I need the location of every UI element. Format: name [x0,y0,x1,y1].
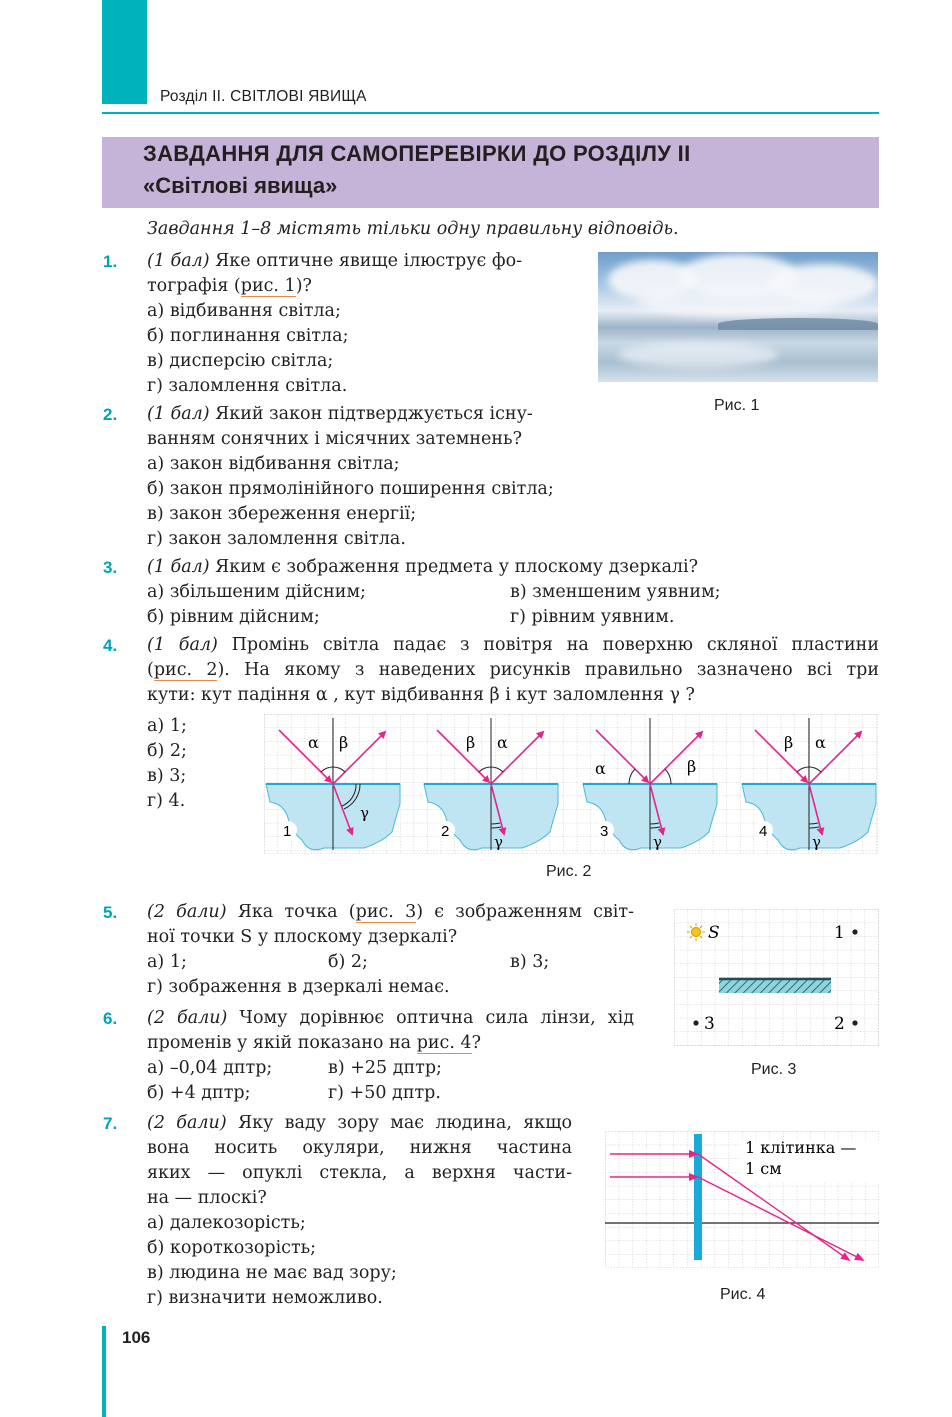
answer-option: б) поглинання світла; [147,326,349,346]
figure-2-panel [424,718,558,851]
question-number: 4. [103,636,118,655]
answer-option: а) збільшеним дійсним; [147,582,366,602]
angle-label: α [595,759,606,778]
angle-label: γ [494,833,503,851]
question-4-line-3: кути: кут падіння α , кут відбивання β і кут заломлення γ ? [147,685,695,705]
scale-note: 1 клітинка — [745,1138,857,1157]
running-head: Розділ ІІ. СВІТЛОВІ ЯВИЩА [160,88,367,105]
angle-label: γ [653,833,662,851]
question-3-line-1: (1 бал) Яким є зображення предмета у плоскому дзеркалі? [147,557,698,577]
answer-option: г) закон заломлення світла. [147,529,406,549]
answer-option: а) далекозорість; [147,1213,306,1233]
question-2-line-2: ванням сонячних і місячних затемнень? [147,429,522,449]
instructions: Завдання 1–8 містять тільки одну правильну відповідь. [147,219,679,239]
answer-option: в) закон збереження енергії; [147,504,417,524]
header-rule [102,112,879,114]
answer-option: б) закон прямолінійного поширення світла; [147,479,554,499]
answer-option: а) 1; [147,952,187,972]
answer-option: г) +50 дптр. [328,1083,441,1103]
answer-option: а) –0,04 дптр; [147,1058,273,1078]
angle-label: β [339,733,349,752]
answer-option: в) дисперсію світла; [147,351,334,371]
answer-option: г) зображення в дзеркалі немає. [147,977,450,997]
question-2-line-1: (1 бал) Який закон підтверджується існу- [147,404,533,424]
angle-label: β [784,733,794,752]
chapter-tab [102,0,147,104]
angle-label: α [308,733,319,752]
figure-3-caption: Рис. 3 [751,1061,797,1078]
answer-option: в) 3; [510,952,550,972]
answer-option: в) зменшеним уявним; [510,582,721,602]
question-4-line-2: (рис. 2). На якому з наведених рисунків правильно зазначено всі три [147,660,879,680]
answer-option: б) 2; [328,952,368,972]
question-6-line-2: променів у якій показано на рис. 4? [147,1033,482,1053]
panel-number: 2 [441,823,450,840]
answer-option: г) заломлення світла. [147,376,348,396]
angle-label: γ [360,804,369,822]
page-number: 106 [122,1328,151,1347]
answer-option: б) 2; [147,741,187,761]
question-1-line-1: (1 бал) Яке оптичне явище ілюструє фо- [147,251,523,271]
figure-3-diagram [674,909,879,1046]
answer-option: г) рівним уявним. [510,607,675,627]
answer-option: г) визначити неможливо. [147,1288,383,1308]
point-label: 1 [834,923,845,943]
point-label: 3 [704,1014,715,1034]
figure-ref-link[interactable]: рис. 2 [153,660,218,680]
question-7-line-4: на — плоскі? [147,1188,267,1208]
question-number: 3. [103,558,118,577]
figure-2-caption: Рис. 2 [546,863,592,880]
answer-option: б) рівним дійсним; [147,607,320,627]
question-number: 6. [103,1009,118,1028]
figure-ref-link[interactable]: рис. 4 [416,1033,472,1053]
question-number: 5. [103,903,118,922]
angle-label: α [497,733,508,752]
scale-note: 1 см [745,1159,782,1178]
question-4-line-1: (1 бал) Промінь світла падає з повітря на поверхню скляної пластини [147,635,880,655]
mirror-hatching [719,979,831,993]
figure-2-panel [742,718,876,851]
question-1-line-2: тографія (рис. 1)? [147,276,312,296]
answer-option: в) +25 дптр; [328,1058,442,1078]
answer-option: в) людина не має вад зору; [147,1263,397,1283]
figure-4-caption: Рис. 4 [720,1286,766,1303]
question-5-line-1: (2 бали) Яка точка (рис. 3) є зображенням світ- [147,902,634,922]
figure-2-diagram [264,714,878,854]
point-marker [852,929,857,934]
question-7-line-3: яких — опуклі стекла, а верхня части- [147,1163,572,1183]
figure-1-caption: Рис. 1 [714,397,760,414]
figure-4-diagram [605,1131,879,1268]
answer-option: б) короткозорість; [147,1238,317,1258]
panel-number: 4 [759,823,768,840]
answer-option: а) закон відбивання світла; [147,454,400,474]
angle-label: γ [812,833,821,851]
angle-label: β [687,757,697,776]
figure-ref-link[interactable]: рис. 3 [355,902,417,922]
question-number: 7. [103,1114,118,1133]
question-7-line-1: (2 бали) Яку ваду зору має людина, якщо [147,1113,572,1133]
figure-1-photo [598,252,878,382]
question-6-line-1: (2 бали) Чому дорівнює оптична сила лінзи, хід [147,1008,634,1028]
point-marker [852,1020,857,1025]
panel-number: 1 [283,823,292,840]
answer-option: а) 1; [147,716,187,736]
question-number: 1. [103,252,118,271]
point-label: 2 [834,1014,845,1034]
answer-option: в) 3; [147,766,187,786]
answer-option: г) 4. [147,791,186,811]
figure-2-panel [583,718,717,851]
lens-icon [694,1134,702,1260]
figure-2-panel [266,718,400,850]
answer-option: а) відбивання світла; [147,301,341,321]
light-source-icon [692,928,701,937]
footer-bar [102,1326,106,1417]
question-7-line-2: вона носить окуляри, нижня частина [147,1138,572,1158]
question-number: 2. [103,405,118,424]
figure-ref-link[interactable]: рис. 1 [240,276,296,296]
question-5-line-2: ної точки S у плоскому дзеркалі? [147,927,458,947]
point-marker [693,1020,698,1025]
angle-label: β [466,733,476,752]
section-title: ЗАВДАННЯ ДЛЯ САМОПЕРЕВІРКИ ДО РОЗДІЛУ ІІ [143,141,691,166]
source-label: S [708,923,720,943]
angle-label: α [815,733,826,752]
panel-number: 3 [600,823,609,840]
section-subtitle: «Світлові явища» [143,173,338,198]
answer-option: б) +4 дптр; [147,1083,251,1103]
